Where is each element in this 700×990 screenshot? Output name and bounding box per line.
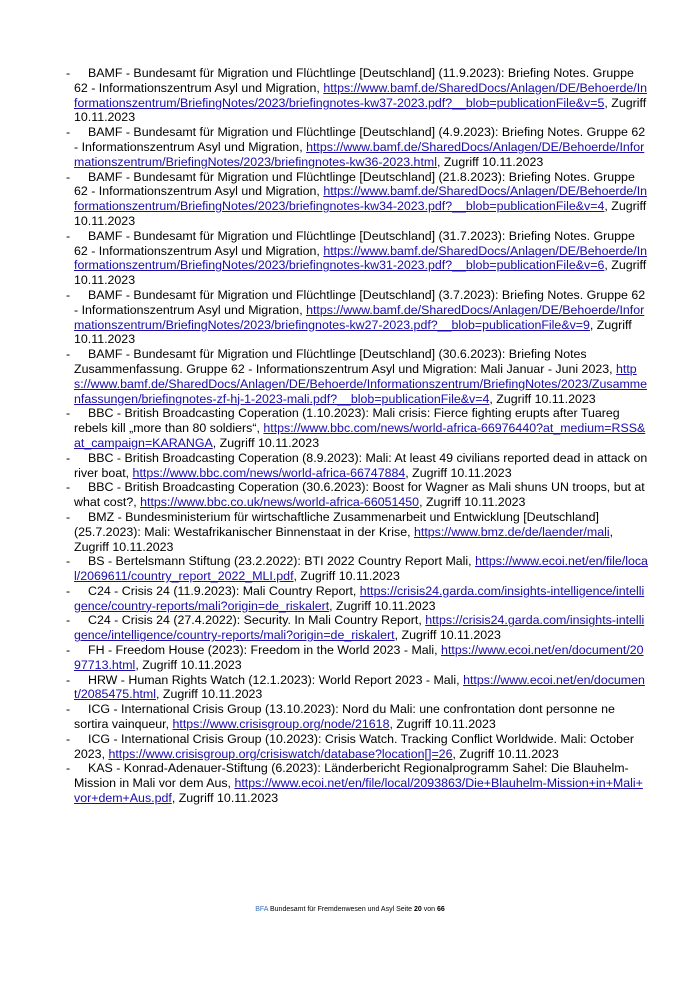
- list-dash: -: [66, 554, 71, 569]
- footer-org: Bundesamt für Fremdenwesen und Asyl: [270, 906, 395, 913]
- reference-access-date: , Zugriff 10.11.2023: [155, 687, 263, 702]
- reference-link[interactable]: https://www.bamf.de/SharedDocs/Anlagen/DE/Behoerde/Informationszentrum/BriefingNotes/2023/Zusammenfassungen/briefingnotes-zf-hj-1-2023-mali.pdf?__blob=publicationFile&v=4: [74, 361, 648, 406]
- reference-link[interactable]: https://www.bamf.de/SharedDocs/Anlagen/DE/Behoerde/Informationszentrum/BriefingNotes/2023/briefingnotes-kw37-2023.pdf?__blob=publicationFile&v=5: [74, 80, 648, 110]
- reference-access-date: , Zugriff 10.11.2023: [74, 524, 614, 554]
- reference-link[interactable]: https://crisis24.garda.com/insights-intelligence/intelligence/country-reports/mali?origin=de_riskalert: [74, 583, 645, 613]
- reference-item: [58, 643, 648, 673]
- reference-item: [58, 406, 648, 450]
- reference-link[interactable]: https://www.bmz.de/de/laender/mali: [414, 524, 610, 539]
- reference-text: BMZ - Bundesministerium für wirtschaftliche Zusammenarbeit und Entwicklung [Deutschland] (25.7.2023): Mali: Westafrikanischer Binnenstaat in der Krise,: [74, 509, 599, 539]
- footer-von-label: von: [423, 906, 436, 913]
- reference-access-date: , Zugriff 10.11.2023: [171, 791, 279, 806]
- reference-text: BAMF - Bundesamt für Migration und Flüchtlinge [Deutschland] (3.7.2023): Briefing Notes. Gruppe 62 - Informationszentrum Asyl und Migration,: [74, 287, 646, 317]
- reference-link[interactable]: https://crisis24.garda.com/insights-intelligence/intelligence/country-reports/mali?origin=de_riskalert: [74, 613, 645, 643]
- footer-brand: BFA: [255, 906, 269, 913]
- footer-seite-label: Seite: [396, 906, 413, 913]
- reference-text: BAMF - Bundesamt für Migration und Flüchtlinge [Deutschland] (4.9.2023): Briefing Notes. Gruppe 62 - Informationszentrum Asyl und Migration,: [74, 125, 646, 154]
- reference-item: [58, 761, 648, 805]
- reference-list: [58, 66, 648, 806]
- reference-access-date: , Zugriff 10.11.2023: [394, 628, 501, 643]
- footer-page-current: 20: [414, 906, 422, 913]
- reference-link[interactable]: https://www.crisisgroup.org/crisiswatch/database?location[]=26: [108, 746, 453, 761]
- list-dash: -: [66, 583, 71, 598]
- reference-text: HRW - Human Rights Watch (12.1.2023): World Report 2023 - Mali,: [88, 672, 464, 687]
- reference-link[interactable]: https://www.bbc.co.uk/news/world-africa-66051450: [140, 495, 420, 510]
- reference-text: BS - Bertelsmann Stiftung (23.2.2022): BTI 2022 Country Report Mali,: [88, 554, 476, 569]
- reference-link[interactable]: https://www.ecoi.net/en/document/2085475.html: [74, 672, 645, 702]
- footer-page-total: 66: [437, 906, 445, 913]
- reference-text: C24 - Crisis 24 (11.9.2023): Mali Country Report,: [88, 583, 360, 598]
- list-dash: -: [66, 702, 71, 717]
- reference-link[interactable]: https://www.crisisgroup.org/node/21618: [172, 717, 390, 732]
- reference-link[interactable]: https://www.ecoi.net/en/document/2097713.html: [74, 643, 644, 672]
- reference-link[interactable]: https://www.bbc.com/news/world-africa-66747884: [132, 465, 406, 480]
- reference-item: [58, 170, 648, 229]
- reference-link[interactable]: https://www.ecoi.net/en/file/local/2069611/country_report_2022_MLI.pdf: [74, 554, 648, 584]
- reference-access-date: , Zugriff 10.11.2023: [405, 465, 512, 480]
- list-dash: -: [66, 406, 71, 421]
- reference-text: BAMF - Bundesamt für Migration und Flüchtlinge [Deutschland] (21.8.2023): Briefing Notes. Gruppe 62 - Informationszentrum Asyl und Migration,: [74, 169, 635, 199]
- list-dash: -: [66, 731, 71, 746]
- reference-access-date: , Zugriff 10.11.2023: [419, 495, 526, 510]
- reference-text: BBC - British Broadcasting Coperation (8.9.2023): Mali: At least 49 civilians reported dead in attack on river boat,: [74, 450, 648, 480]
- reference-text: FH - Freedom House (2023): Freedom in the World 2023 - Mali,: [88, 643, 442, 658]
- list-dash: -: [66, 287, 71, 302]
- reference-text: ICG - International Crisis Group (13.10.2023): Nord du Mali: une confrontation dont personne ne sortira vainqueur,: [74, 702, 615, 732]
- list-dash: -: [66, 347, 71, 362]
- reference-access-date: , Zugriff 10.11.2023: [389, 717, 496, 732]
- reference-access-date: , Zugriff 10.11.2023: [74, 199, 647, 228]
- list-dash: -: [66, 672, 71, 687]
- reference-item: [58, 288, 648, 347]
- list-dash: -: [66, 761, 71, 776]
- reference-access-date: , Zugriff 10.11.2023: [489, 391, 596, 406]
- list-dash: -: [66, 125, 71, 140]
- reference-text: C24 - Crisis 24 (27.4.2022): Security. In Mali Country Report,: [88, 613, 426, 628]
- reference-text: BAMF - Bundesamt für Migration und Flüchtlinge [Deutschland] (31.7.2023): Briefing Notes. Gruppe 62 - Informationszentrum Asyl und Migration,: [74, 228, 635, 258]
- reference-item: [58, 554, 648, 584]
- reference-access-date: , Zugriff 10.11.2023: [329, 598, 436, 613]
- reference-link[interactable]: https://www.bamf.de/SharedDocs/Anlagen/DE/Behoerde/Informationszentrum/BriefingNotes/2023/briefingnotes-kw36-2023.html: [74, 139, 645, 169]
- reference-item: [58, 347, 648, 406]
- reference-item: [58, 613, 648, 643]
- list-dash: -: [66, 66, 71, 80]
- reference-text: BBC - British Broadcasting Coperation (1.10.2023): Mali crisis: Fierce fighting erupts after Tuareg rebels kill „more than 80 soldiers“,: [74, 406, 620, 436]
- reference-item: [58, 510, 648, 554]
- reference-item: [58, 480, 648, 510]
- reference-link[interactable]: https://www.ecoi.net/en/file/local/2093863/Die+Blauhelm-Mission+in+Mali+vor+dem+Aus.pdf: [74, 776, 643, 806]
- reference-item: [58, 673, 648, 703]
- reference-item: [58, 451, 648, 481]
- reference-item: [58, 229, 648, 288]
- list-dash: -: [66, 509, 71, 524]
- list-dash: -: [66, 450, 71, 465]
- reference-item: [58, 702, 648, 732]
- reference-item: [58, 732, 648, 762]
- reference-item: [58, 584, 648, 614]
- reference-link[interactable]: https://www.bamf.de/SharedDocs/Anlagen/DE/Behoerde/Informationszentrum/BriefingNotes/2023/briefingnotes-kw31-2023.pdf?__blob=publicationFile&v=6: [74, 243, 648, 273]
- reference-text: KAS - Konrad-Adenauer-Stiftung (6.2023): Länderbericht Regionalprogramm Sahel: Die Blauhelm-Mission in Mali vor dem Aus,: [74, 761, 629, 791]
- reference-text: ICG - International Crisis Group (10.2023): Crisis Watch. Tracking Conflict Worldwide. Mali: October 2023,: [74, 731, 635, 761]
- reference-access-date: , Zugriff 10.11.2023: [74, 95, 647, 125]
- reference-item: [58, 66, 648, 125]
- list-dash: -: [66, 169, 71, 184]
- reference-link[interactable]: https://www.bamf.de/SharedDocs/Anlagen/DE/Behoerde/Informationszentrum/BriefingNotes/2023/briefingnotes-kw27-2023.pdf?__blob=publicationFile&v=9: [74, 302, 645, 332]
- list-dash: -: [66, 228, 71, 243]
- reference-access-date: , Zugriff 10.11.2023: [452, 746, 559, 761]
- reference-access-date: , Zugriff 10.11.2023: [212, 435, 320, 450]
- list-dash: -: [66, 613, 71, 628]
- list-dash: -: [66, 643, 71, 658]
- reference-text: BAMF - Bundesamt für Migration und Flüchtlinge [Deutschland] (30.6.2023): Briefing Notes Zusammenfassung. Gruppe 62 - Informationszentrum Asyl und Migration: Mali Januar - Juni 2023,: [74, 347, 617, 376]
- reference-text: BBC - British Broadcasting Coperation (30.6.2023): Boost for Wagner as Mali shuns UN troops, but at what cost?,: [74, 480, 645, 510]
- reference-link[interactable]: https://www.bamf.de/SharedDocs/Anlagen/DE/Behoerde/Informationszentrum/BriefingNotes/2023/briefingnotes-kw34-2023.pdf?__blob=publicationFile&v=4: [74, 184, 648, 214]
- reference-text: BAMF - Bundesamt für Migration und Flüchtlinge [Deutschland] (11.9.2023): Briefing Notes. Gruppe 62 - Informationszentrum Asyl und Migration,: [74, 66, 634, 95]
- reference-item: [58, 125, 648, 169]
- reference-access-date: , Zugriff 10.11.2023: [135, 657, 242, 672]
- reference-access-date: , Zugriff 10.11.2023: [74, 258, 647, 288]
- page-footer: [0, 906, 700, 913]
- list-dash: -: [66, 480, 71, 495]
- reference-access-date: , Zugriff 10.11.2023: [74, 317, 632, 347]
- reference-access-date: , Zugriff 10.11.2023: [293, 569, 400, 584]
- reference-access-date: , Zugriff 10.11.2023: [436, 154, 544, 169]
- reference-link[interactable]: https://www.bbc.com/news/world-africa-66976440?at_medium=RSS&at_campaign=KARANGA: [74, 421, 646, 450]
